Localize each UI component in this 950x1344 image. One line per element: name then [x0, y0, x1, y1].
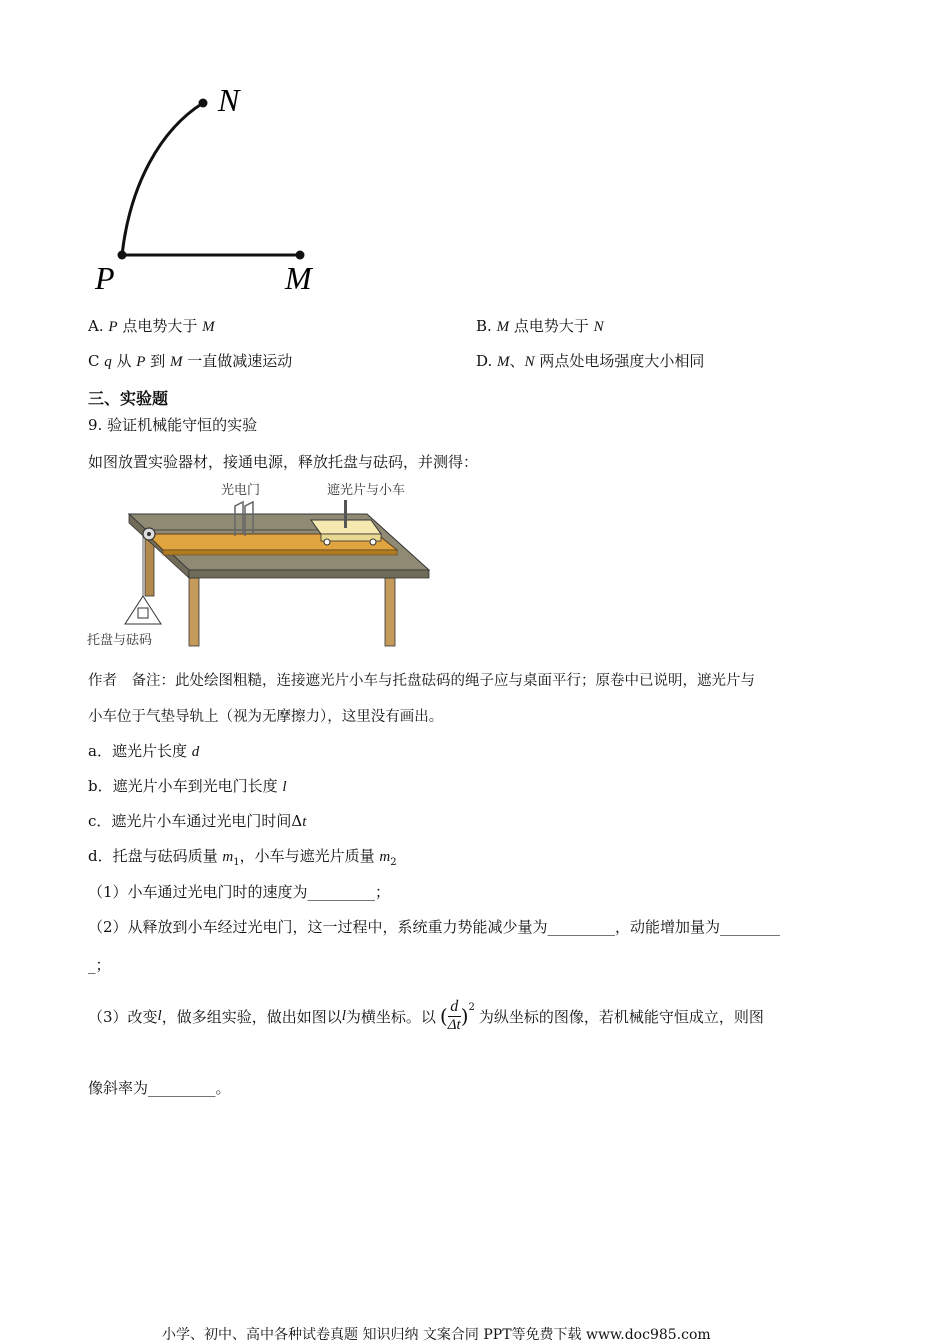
shade-plate — [344, 500, 347, 528]
subquestion-3-line2: 像斜率为_________。 — [88, 1079, 231, 1097]
section-title: 三、实验题 — [88, 389, 169, 408]
note-line-1: 作者 备注：此处绘图粗糙，连接遮光片小车与托盘砝码的绳子应与桌面平行；原卷中已说明，遮光片与 — [88, 673, 755, 689]
table-front — [189, 570, 429, 578]
label-weight: 托盘与砝码 — [87, 633, 153, 648]
page-footer: 小学、初中、高中各种试卷真题 知识归纳 文案合同 PPT等免费下载 www.doc985.com — [162, 1327, 711, 1343]
label-M: M — [285, 260, 312, 296]
question-title: 9. 验证机械能守恒的实验 — [88, 416, 258, 434]
point-N — [199, 99, 208, 108]
subquestion-2-line2: _； — [88, 956, 111, 974]
point-P — [118, 251, 127, 260]
subquestion-3-line1: （3）改变 l ，做多组实验，做出如图以 l 为横坐标。以 ( $\frac{d}{\Delta t}$ ) $^2$ 为纵坐标的图像，若机械能守恒成立，则图 — [88, 998, 764, 1033]
subquestion-1: （1）小车通过光电门时的速度为_________； — [88, 883, 391, 901]
item-a: a．遮光片长度 d — [88, 742, 200, 760]
table-leg — [385, 578, 395, 646]
subquestion-2-line1: （2）从释放到小车经过光电门，这一过程中，系统重力势能减少量为_________，动能增加量为________ — [88, 918, 781, 936]
cart-wheel — [370, 539, 376, 545]
label-P: P — [95, 260, 115, 296]
option-B: B. M 点电势大于 N — [476, 317, 604, 335]
note-line-2: 小车位于气垫导轨上（视为无摩擦力），这里没有画出。 — [88, 709, 444, 725]
label-N: N — [218, 82, 240, 118]
item-b: b．遮光片小车到光电门长度 l — [88, 777, 287, 795]
field-figure — [90, 75, 340, 300]
label-photogate: 光电门 — [221, 483, 261, 498]
cart-wheel — [324, 539, 330, 545]
apparatus-figure — [85, 478, 445, 650]
option-C: C q 从 P 到 M 一直做减速运动 — [88, 352, 293, 370]
point-M — [296, 251, 305, 260]
option-D: D. M、N 两点处电场强度大小相同 — [476, 352, 705, 370]
option-A: A. P 点电势大于 M — [88, 317, 215, 335]
label-cart: 遮光片与小车 — [327, 483, 406, 498]
fraction-expression: ( $\frac{d}{\Delta t}$ ) $^2$ — [439, 998, 475, 1033]
air-track-side — [163, 550, 397, 555]
question-intro: 如图放置实验器材，接通电源，释放托盘与砝码，并测得： — [88, 453, 479, 471]
item-d: d．托盘与砝码质量 $m_1$，小车与遮光片质量 $m_2$ — [88, 847, 397, 868]
item-c: c．遮光片小车通过光电门时间Δt — [88, 812, 307, 830]
arc-P-N — [122, 103, 203, 255]
table-leg — [189, 578, 199, 646]
weight — [138, 608, 148, 618]
